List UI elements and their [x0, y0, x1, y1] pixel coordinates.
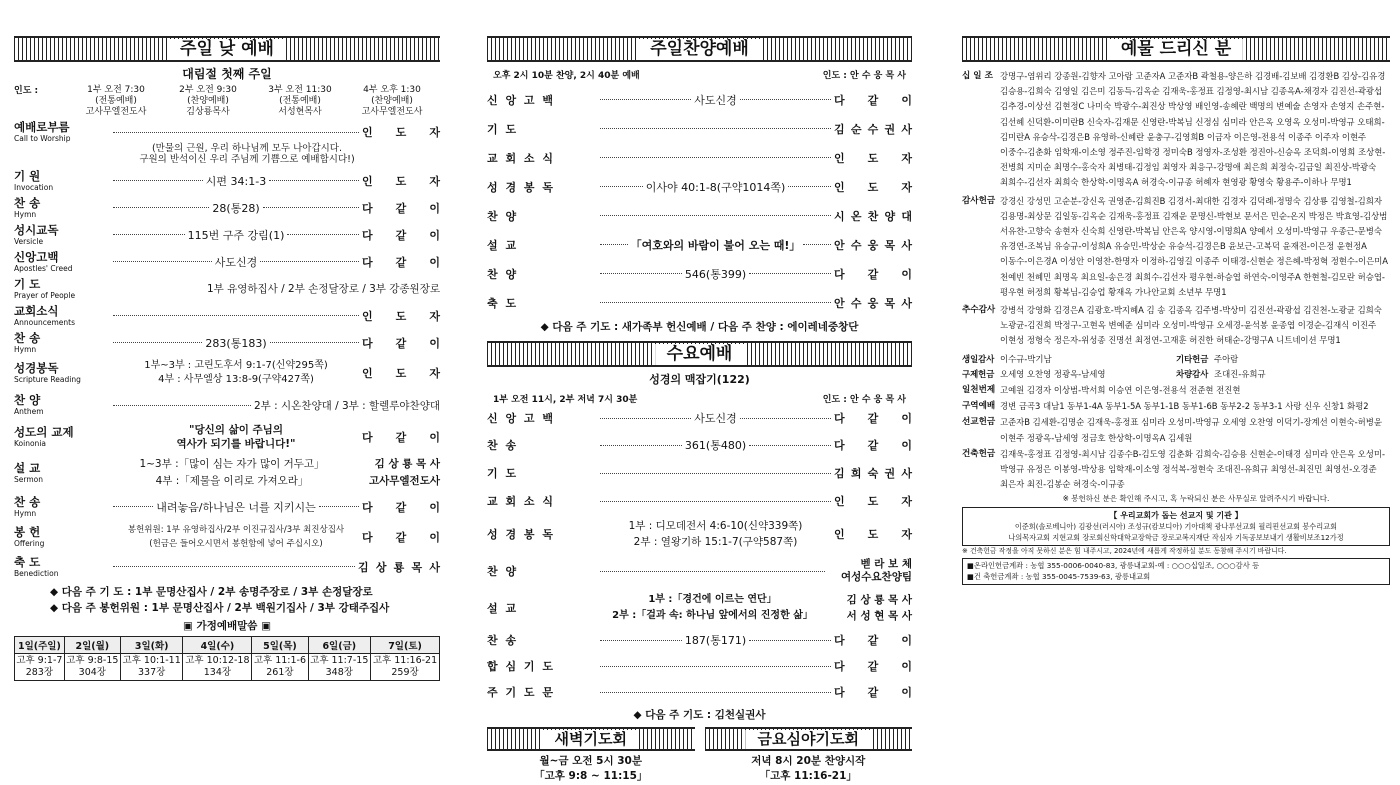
sunday-service-column: [14, 36, 440, 681]
next-offering: ◆ 다음 주 봉헌위원 : 1부 문명산집사 / 2부 백원기집사 / 3부 강태주집사: [50, 602, 390, 614]
wednesday-header: [487, 341, 912, 367]
order-item: 기 원 Invocation 시편 34:1-3 인 도 자: [14, 168, 440, 192]
prayer-meetings: [487, 727, 912, 784]
order-item: 성 경 봉 독 이사야 40:1-8(구약1014쪽) 인 도 자: [487, 180, 912, 194]
order-item: 성 경 봉 독 1부 : 디모데전서 4:6-10(신약339쪽) 2부 : 열왕기하 15:1-7(구약587쪽) 인 도 자: [487, 520, 912, 548]
order-item: 찬 양 벧 라 보 체 여성수요찬양팀: [487, 558, 912, 583]
offering-section: 감사헌금 강경신 강성민 고순분-강신옥 권영준-김희진B 김경서-최대한 김경자 김덕례-정명숙 김상룡 김영철-김희자 김용명-최상문 김일동-김옥순 김재욱-홍정표 김재운 문명신-박현보 문서은 민순-온지 박정은 박효영-김상범 서유찬-고향숙 송현자 신숙희 신영란-박복님 안은옥 양시영-이명희A 양예서 오성미-박영규 우종근-문병숙 유경연-조복님 유승규-이성희A 유승민-박상순 유승석-김경은B 윤보근-고복덕 윤재전-이은정 윤현정A 이동수-이은경A 이성안 이영찬-한명자 이정하-김영길 이종주 이태경-신현순 정은혜-박정혁 정현수-이은미A 천예빈 천혜민 최명옥 최요일-송은경 최희수-김선자 평우현-하승엽 하연숙-이영주A 한현철-김모란 허승엽-평우현 허정희 황복님-김승업 황재옥 가나안교회 소년부 무명1: [962, 195, 1389, 297]
sunday-service-header: [14, 36, 440, 62]
family-worship-title: ▣ 가정예배말씀 ▣: [182, 620, 271, 632]
offering-section: 건축헌금 김재욱-홍정표 김정영-최시남 김종수B-김도영 김춘화 김희숙-김승용 신현순-이태경 심미라 안은옥 오성미-박영규 유정은 이봉영-박상용 임학재-이소영 정석복-정현숙 조대진-유희규 최영선-최진민 최영선-오경준 최은자 최진-김봉순 허경숙-이규종: [962, 448, 1385, 490]
offering-note: ※ 봉헌하신 분은 확인해 주시고, 혹 누락되신 분은 사무실로 알려주시기 바랍니다.: [1062, 494, 1330, 504]
sunday-subtitle: 대림절 첫째 주일: [182, 67, 272, 81]
offering-pair: 구제헌금 오세영 오찬영 정광옥-남세영 차량감사 조대진-유희규: [962, 368, 1266, 379]
family-worship-table: 1일(주일) 2일(월) 3일(화) 4일(수) 5일(목) 6일(금) 7일(토) 고후 9:1-7 283장 고후 9:8-15 304장 고후 10:1-11 337장 고후 10:12-18 134장 고후 11:1-6 261장 고후 11:7-15 348장 고후 11:16-21 259장: [14, 636, 440, 681]
sunday-service-title: 주일 낮 예배: [168, 39, 286, 60]
offerings-header: [962, 36, 1390, 62]
service-times: [14, 85, 440, 118]
offering-pair: 생일감사 이수규-박기남 기타헌금 주아람: [962, 353, 1239, 364]
order-item: 신 앙 고 백 사도신경 다 같 이: [487, 412, 912, 425]
service-2: 2부 오전 9:30 (찬양예배) 김상룡목사: [179, 85, 237, 117]
order-item: 설 교 1부 :「경건에 이르는 연단」 2부 :「걸과 속: 하나님 앞에서의 진정한 삶」 김 상 룡 목 사 서 성 현 목 사: [487, 594, 912, 622]
order-item: 기 도 Prayer of People 1부 유영하집사 / 2부 손정달장로 / 3부 강종원장로: [14, 276, 440, 300]
order-item: 교 회 소 식 인 도 자: [487, 151, 912, 165]
construction-note: ※ 건축헌금 작정을 아직 못하신 분은 힘 내주시고, 2024년에 새롭게 작정하실 분도 동참해 주시기 바랍니다.: [962, 547, 1287, 556]
order-item: 설 교 「여호와의 바람이 불어 오는 때!」 안 수 웅 목 사: [487, 238, 912, 252]
order-item: 축 도 Benediction 김 상 룡 목 사: [14, 554, 440, 578]
order-item: 합 심 기 도 다 같 이: [487, 660, 912, 673]
next-prayer: ◆ 다음 주 기 도 : 1부 문명산집사 / 2부 송명주장로 / 3부 손정달장로: [50, 586, 373, 598]
order-item: 주 기 도 문 다 같 이: [487, 686, 912, 699]
offerings-title: 예물 드리신 분: [1109, 39, 1243, 60]
mission-box: 【 우리교회가 돕는 선교지 및 기관 】 이준희(솔로베니아) 김광선(러시아) 조성규(캄보디아) 기아대책 광나루선교회 필리핀선교회 봉수리교회 나의목자교회 지현교회 장로회신학대학교장학금 장로교복지재단 작심자 기독공보보내기 생활비보조12가정: [962, 507, 1390, 546]
offering-section: 선교헌금 고준자B 김세환-김명순 김재욱-홍정표 심미라 오성미-박영규 오세영 오찬영 이덕기-장계선 이현숙-허병윤 이현주 정광옥-남세영 정금호 한상학-이명옥A 김세원: [962, 417, 1382, 443]
wednesday-title: 수요예배: [655, 344, 745, 365]
afternoon-service-header: [487, 36, 912, 62]
order-item: 찬 송 187(통171) 다 같 이: [487, 634, 912, 647]
order-item: 찬 송 Hymn 내려놓음/하나님은 너를 지키시는 다 같 이: [14, 494, 440, 518]
order-item: 예배로부름 Call to Worship 인 도 자: [14, 120, 440, 143]
offering-section: 일천번제 고예원 김경자 이상범-박서희 이승연 이은영-전용석 전준현 전진현: [962, 385, 1241, 396]
order-item: 신 앙 고 백 사도신경 다 같 이: [487, 93, 912, 107]
order-item: 성도의 교제 Koinonia "당신의 삶이 주님의 역사가 되기를 바랍니다!" 다 같 이: [14, 424, 440, 450]
order-item: 찬 송 361(통480) 다 같 이: [487, 439, 912, 452]
order-item: 찬 송 Hymn 283(통183) 다 같 이: [14, 330, 440, 354]
order-item: 축 도 안 수 웅 목 사: [487, 296, 912, 310]
afternoon-service-title: 주일찬양예배: [638, 39, 761, 60]
wednesday-next: ◆ 다음 주 기도 : 김천실권사: [633, 709, 766, 721]
accounts-box: ■온라인헌금계좌 : 농협 355-0006-0040-83, 광릉내교회-예 : ○○○십일조, ○○○감사 등 ■건 축헌금계좌 : 농협 355-0045-7539-63, 광릉내교회: [962, 558, 1390, 585]
order-item: 설 교 Sermon 1~3부 :「많이 심는 자가 많이 거두고」 4부 :「제물을 이리로 가져오라」 김 상 룡 목 사 고사무엘전도사: [14, 458, 440, 487]
offering-section: 추수감사 강병석 강영화 김경은A 김광호-박지혜A 김 송 김종옥 김주병-박상미 김진선-곽광섭 김진천-노광균 김희숙 노광균-김진희 박정구-고현옥 변예준 심미라 오성미-박영규 오세경-윤석봉 윤종엽 이경순-김재식 이진주 이현성 정형숙 정은자-위성종 진명선 최정연-고재훈 허진한 허태순-강명구A 니트네이션 무명1: [962, 305, 1382, 346]
dawn-prayer: 새벽기도회 월~금 오전 5시 30분 「고후 9:8 ~ 11:15」: [487, 727, 695, 784]
order-item: 찬 양 시 온 찬 양 대: [487, 209, 912, 223]
offering-section: 구역예배 경변 금곡3 대남1 동부1-4A 동부1-5A 동부1-1B 동부1-6B 동부2-2 동부3-1 사랑 신우 신창1 화평2: [962, 401, 1369, 412]
afternoon-next: ◆ 다음 주 기도 : 새가족부 헌신예배 / 다음 주 찬양 : 에이레네중창단: [540, 321, 859, 333]
afternoon-info: 오후 2시 10분 찬양, 2시 40분 예배 인도 : 안 수 웅 목 사: [493, 71, 906, 81]
service-3: 3부 오전 11:30 (전통예배) 서성현목사: [268, 85, 332, 117]
order-item: 기 도 김 순 수 권 사: [487, 122, 912, 136]
offerings-column: [962, 36, 1390, 585]
order-item: 기 도 김 희 숙 권 사: [487, 467, 912, 480]
order-item: 교 회 소 식 인 도 자: [487, 495, 912, 508]
service-4: 4부 오후 1:30 (찬양예배) 고사무엘전도사: [361, 85, 423, 117]
wednesday-subtitle: 성경의 맥잡기(122): [649, 373, 750, 386]
order-item: 찬 송 Hymn 28(통28) 다 같 이: [14, 195, 440, 219]
wednesday-info: 1부 오전 11시, 2부 저녁 7시 30분 인도 : 안 수 웅 목 사: [493, 395, 906, 405]
offering-section: 십 일 조 강명구-염위리 강종원-김향자 고아람 고준자A 고준자B 곽철용-양은하 김경배-김보배 김경환B 김상-김유경 김승용-김희숙 김영일 김은미 김동득-김옥순 김재욱-홍정표 김정영-최시남 김종옥A-채경자 김진선-곽광섭 김추경-이상선 김현정C 나미숙 박광수-최진상 박상영 배인영-송혜란 백명의 변예술 손영자 손영지 손주현-김선혜 신덕환-이미란B 신숙자-김재문 신영란-박복님 신정심 심미라 안은옥 오영옥 오성미-박영규 오태희-김미란A 유승삭-김경은B 유영하-신혜란 윤충구-김영희B 이금자 이은영-전용석 이종주 이주자 이현주 이중수-김춘화 임학재-이소영 정주진-임학경 정미숙B 정영자-조성환 정진아-신승옥 조덕희-이영희 조상현-전병희 지미순 최명수-홍숙자 최병태-김정임 최영자 최응구-강명애 최은희 최정숙-김금일 최진상-박광숙 최희수-김선자 최희숙 한상학-이명옥A 허경숙-이규종 허혜자 현영광 황영숙 황용주-이하나 무명1: [962, 71, 1386, 188]
friday-prayer: 금요심야기도회 저녁 8시 20분 찬양시작 「고후 11:16-21」: [705, 727, 913, 784]
order-item: 봉 헌 Offering 봉헌위원: 1부 유영하집사/2부 이진규집사/3부 최진상집사 (헌금은 들어오시면서 봉헌함에 넣어 주십시오) 다 같 이: [14, 525, 440, 549]
afternoon-service-column: [487, 36, 912, 784]
service-lead: 인도 :: [14, 86, 39, 96]
order-item: 신앙고백 Apostles' Creed 사도신경 다 같 이: [14, 249, 440, 273]
call-note: (만물의 근원, 우리 하나님께 모두 나아갑시다. 구원의 반석이신 우리 주님께 기쁨으로 예배합시다!): [139, 143, 355, 165]
service-1: 1부 오전 7:30 (전통예배) 고사무엘전도사: [85, 85, 147, 117]
order-item: 성경봉독 Scripture Reading 1부~3부 : 고린도후서 9:1-7(신약295쪽) 4부 : 사무엘상 13:8-9(구약427쪽) 인 도 자: [14, 360, 440, 385]
order-item: 교회소식 Announcements 인 도 자: [14, 303, 440, 327]
order-item: 성시교독 Versicle 115번 구주 강림(1) 다 같 이: [14, 222, 440, 246]
order-item: 찬 양 Anthem 2부 : 시온찬양대 / 3부 : 할렐루야찬양대: [14, 393, 440, 416]
order-item: 찬 양 546(통399) 다 같 이: [487, 267, 912, 281]
